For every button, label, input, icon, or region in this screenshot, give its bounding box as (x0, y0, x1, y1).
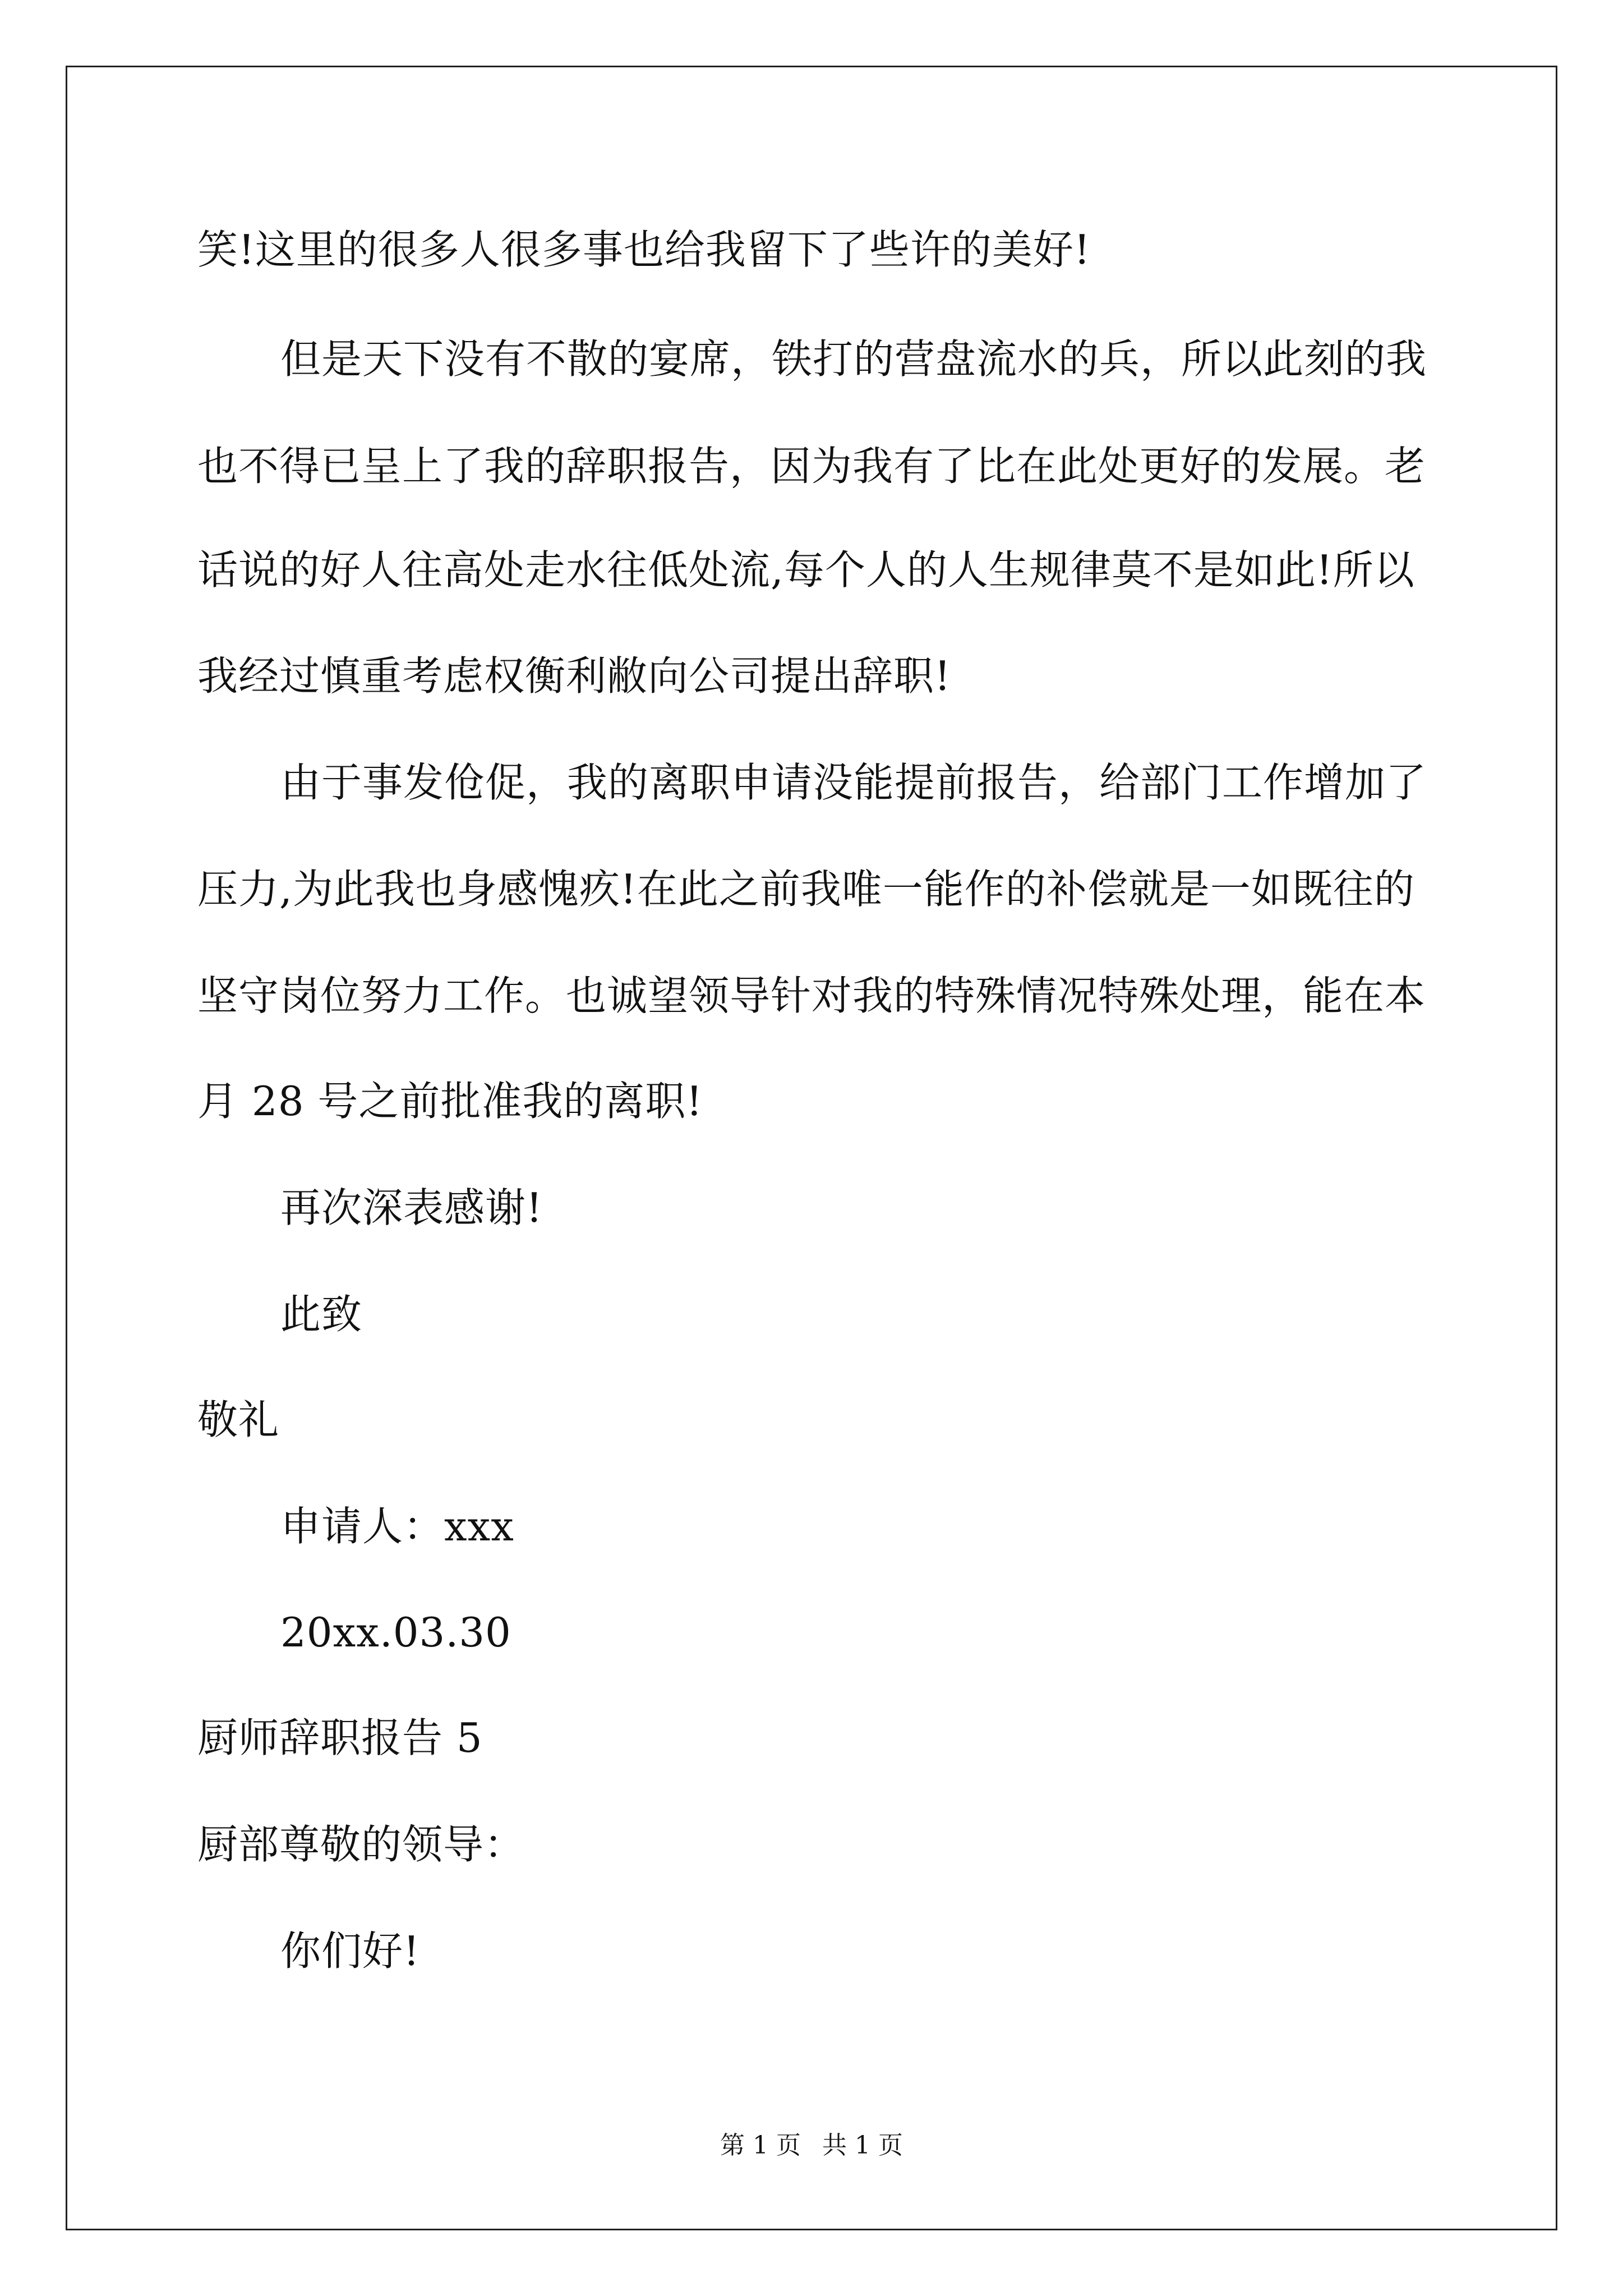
page-total: 共 1 页 (822, 2131, 903, 2160)
text-line: 笑!这里的很多人很多事也给我留下了些许的美好! (197, 226, 1091, 273)
salutation-line: 敬礼 (197, 1396, 280, 1443)
text-line: 我经过慎重考虑权衡利敝向公司提出辞职! (197, 652, 951, 700)
addressee-line: 厨部尊敬的领导： (197, 1821, 525, 1868)
page-number: 第 1 页 (720, 2131, 801, 2160)
page-footer (0, 2129, 1623, 2162)
section-title: 厨师辞职报告 5 (197, 1714, 483, 1761)
paragraph-line: 由于事发伧促，我的离职申请没能提前报告，给部门工作增加了 (280, 759, 1427, 806)
text-line: 月 28 号之前批准我的离职! (197, 1078, 703, 1125)
signature-line: 申请人：xxx (280, 1503, 514, 1550)
paragraph-line: 再次深表感谢! (280, 1184, 543, 1231)
closing-line: 此致 (280, 1291, 363, 1338)
paragraph-line: 但是天下没有不散的宴席，铁打的营盘流水的兵，所以此刻的我 (280, 335, 1427, 383)
text-line: 坚守岗位努力工作。也诚望领导针对我的特殊情况特殊处理，能在本 (197, 972, 1426, 1019)
text-line: 话说的好人往高处走水往低处流,每个人的人生规律莫不是如此!所以 (197, 546, 1415, 593)
text-line: 也不得已呈上了我的辞职报告，因为我有了比在此处更好的发展。老 (197, 443, 1426, 490)
date-line: 20xx.03.30 (280, 1609, 511, 1656)
text-line: 压力,为此我也身感愧疚!在此之前我唯一能作的补偿就是一如既往的 (197, 866, 1415, 913)
page-border (66, 66, 1557, 2230)
greeting-line: 你们好! (280, 1927, 420, 1975)
